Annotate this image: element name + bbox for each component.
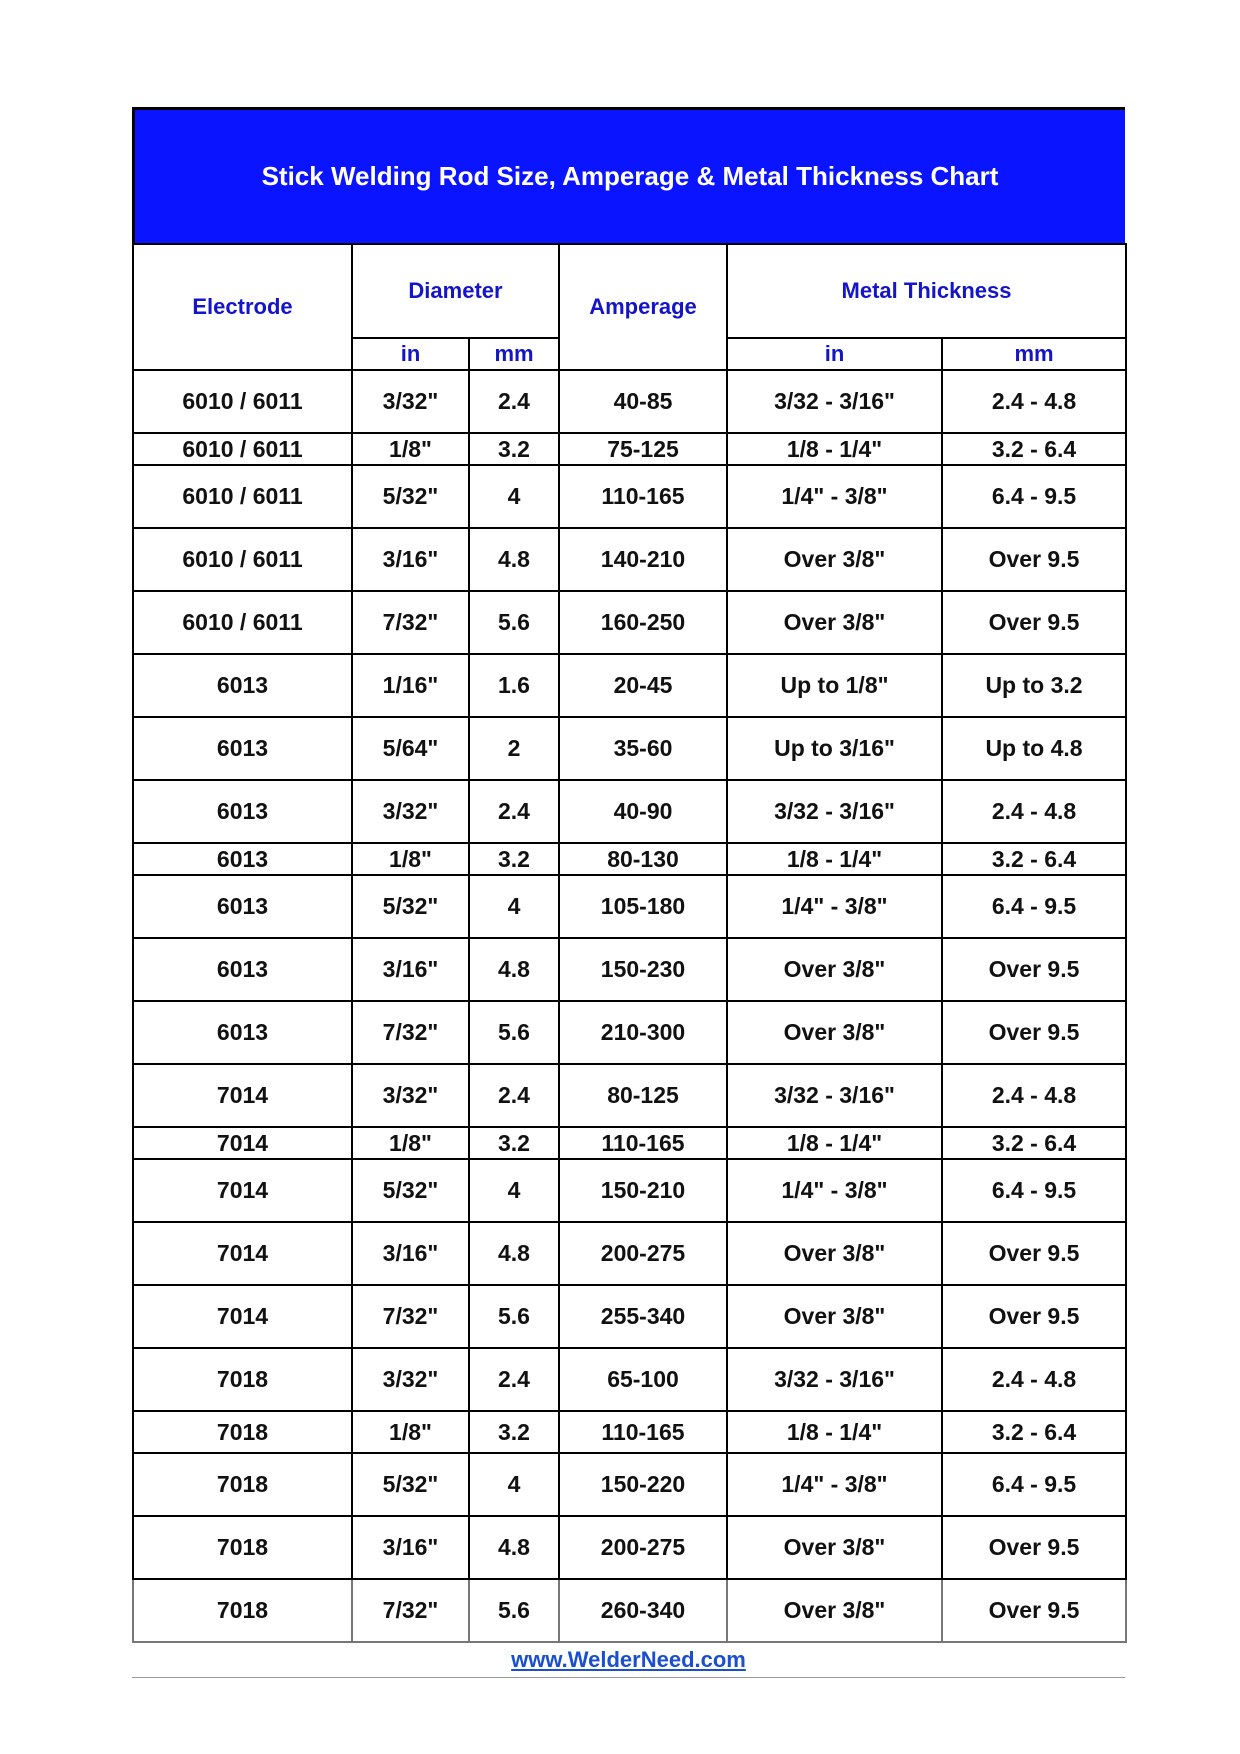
table-row [133, 843, 1126, 875]
cell-amperage: 160-250 [559, 591, 727, 654]
cell-diameter-mm: 4 [469, 1159, 559, 1222]
table-row [133, 370, 1126, 433]
cell-thickness-mm: 3.2 - 6.4 [942, 433, 1126, 465]
cell-electrode: 7018 [133, 1411, 352, 1453]
cell-diameter-in: 3/16" [352, 1516, 469, 1579]
cell-amperage: 255-340 [559, 1285, 727, 1348]
cell-thickness-in: 1/4" - 3/8" [727, 1159, 942, 1222]
cell-thickness-in: 1/8 - 1/4" [727, 843, 942, 875]
title-band [132, 107, 1125, 243]
cell-diameter-in: 3/32" [352, 370, 469, 433]
cell-electrode: 7018 [133, 1348, 352, 1411]
cell-electrode: 7014 [133, 1159, 352, 1222]
cell-amperage: 65-100 [559, 1348, 727, 1411]
header-diameter: Diameter [352, 244, 559, 338]
cell-amperage: 140-210 [559, 528, 727, 591]
cell-thickness-mm: 3.2 - 6.4 [942, 843, 1126, 875]
cell-diameter-mm: 4 [469, 875, 559, 938]
cell-thickness-mm: 2.4 - 4.8 [942, 1064, 1126, 1127]
table-row [133, 1222, 1126, 1285]
header-amperage: Amperage [559, 244, 727, 370]
cell-diameter-in: 5/32" [352, 1453, 469, 1516]
cell-diameter-mm: 5.6 [469, 1001, 559, 1064]
table-row [133, 1579, 1126, 1642]
cell-diameter-in: 7/32" [352, 1285, 469, 1348]
cell-diameter-mm: 5.6 [469, 1579, 559, 1642]
cell-diameter-in: 5/64" [352, 717, 469, 780]
cell-thickness-in: Over 3/8" [727, 1285, 942, 1348]
cell-thickness-in: 3/32 - 3/16" [727, 1064, 942, 1127]
cell-diameter-in: 1/8" [352, 843, 469, 875]
header-thickness-mm: mm [942, 338, 1126, 370]
cell-amperage: 80-130 [559, 843, 727, 875]
cell-thickness-in: Over 3/8" [727, 1222, 942, 1285]
cell-electrode: 7014 [133, 1064, 352, 1127]
cell-amperage: 200-275 [559, 1516, 727, 1579]
cell-electrode: 6010 / 6011 [133, 433, 352, 465]
table-row [133, 938, 1126, 1001]
table-row [133, 1064, 1126, 1127]
cell-thickness-in: 1/4" - 3/8" [727, 465, 942, 528]
cell-thickness-mm: 3.2 - 6.4 [942, 1411, 1126, 1453]
cell-diameter-in: 5/32" [352, 875, 469, 938]
cell-diameter-in: 5/32" [352, 465, 469, 528]
cell-amperage: 80-125 [559, 1064, 727, 1127]
cell-thickness-mm: 6.4 - 9.5 [942, 1159, 1126, 1222]
cell-thickness-in: Over 3/8" [727, 1516, 942, 1579]
cell-diameter-in: 1/8" [352, 1127, 469, 1159]
table-row [133, 717, 1126, 780]
cell-diameter-in: 3/16" [352, 1222, 469, 1285]
cell-amperage: 20-45 [559, 654, 727, 717]
cell-electrode: 6013 [133, 938, 352, 1001]
cell-electrode: 6010 / 6011 [133, 465, 352, 528]
cell-diameter-mm: 4.8 [469, 1516, 559, 1579]
table-row [133, 780, 1126, 843]
cell-electrode: 7014 [133, 1127, 352, 1159]
cell-diameter-in: 1/16" [352, 654, 469, 717]
cell-diameter-in: 3/32" [352, 1348, 469, 1411]
cell-electrode: 7014 [133, 1285, 352, 1348]
cell-diameter-in: 3/32" [352, 780, 469, 843]
cell-diameter-mm: 4.8 [469, 528, 559, 591]
cell-thickness-mm: Up to 4.8 [942, 717, 1126, 780]
cell-amperage: 110-165 [559, 1411, 727, 1453]
cell-electrode: 7014 [133, 1222, 352, 1285]
cell-thickness-mm: 6.4 - 9.5 [942, 465, 1126, 528]
table-row [133, 1453, 1126, 1516]
cell-diameter-mm: 2.4 [469, 1064, 559, 1127]
footer [132, 1643, 1125, 1678]
cell-diameter-in: 1/8" [352, 433, 469, 465]
cell-diameter-in: 7/32" [352, 591, 469, 654]
cell-electrode: 7018 [133, 1516, 352, 1579]
cell-thickness-in: 3/32 - 3/16" [727, 1348, 942, 1411]
cell-thickness-mm: Over 9.5 [942, 528, 1126, 591]
cell-amperage: 40-90 [559, 780, 727, 843]
cell-amperage: 150-220 [559, 1453, 727, 1516]
cell-diameter-in: 7/32" [352, 1001, 469, 1064]
cell-amperage: 110-165 [559, 465, 727, 528]
cell-diameter-in: 3/16" [352, 938, 469, 1001]
table-row [133, 1159, 1126, 1222]
cell-thickness-in: Over 3/8" [727, 1579, 942, 1642]
cell-thickness-in: 1/8 - 1/4" [727, 433, 942, 465]
cell-thickness-mm: 2.4 - 4.8 [942, 1348, 1126, 1411]
cell-thickness-in: Over 3/8" [727, 938, 942, 1001]
header-diameter-mm: mm [469, 338, 559, 370]
cell-diameter-mm: 3.2 [469, 433, 559, 465]
cell-diameter-in: 3/16" [352, 528, 469, 591]
cell-diameter-mm: 4.8 [469, 938, 559, 1001]
table-row [133, 1516, 1126, 1579]
cell-diameter-mm: 4 [469, 1453, 559, 1516]
cell-amperage: 260-340 [559, 1579, 727, 1642]
cell-thickness-in: Over 3/8" [727, 591, 942, 654]
table-row [133, 1411, 1126, 1453]
cell-thickness-mm: Over 9.5 [942, 1285, 1126, 1348]
cell-thickness-mm: Over 9.5 [942, 938, 1126, 1001]
cell-thickness-mm: Over 9.5 [942, 1001, 1126, 1064]
cell-thickness-in: 1/4" - 3/8" [727, 1453, 942, 1516]
cell-thickness-in: Up to 3/16" [727, 717, 942, 780]
cell-electrode: 6010 / 6011 [133, 591, 352, 654]
table-row [133, 528, 1126, 591]
header-metal-thickness: Metal Thickness [727, 244, 1126, 338]
cell-amperage: 40-85 [559, 370, 727, 433]
cell-thickness-in: 3/32 - 3/16" [727, 780, 942, 843]
cell-diameter-in: 7/32" [352, 1579, 469, 1642]
cell-amperage: 210-300 [559, 1001, 727, 1064]
cell-thickness-mm: Over 9.5 [942, 1222, 1126, 1285]
cell-diameter-mm: 2.4 [469, 1348, 559, 1411]
cell-thickness-in: 1/8 - 1/4" [727, 1411, 942, 1453]
cell-amperage: 150-210 [559, 1159, 727, 1222]
table-row [133, 1001, 1126, 1064]
cell-thickness-mm: Up to 3.2 [942, 654, 1126, 717]
website-link[interactable]: www.WelderNeed.com [511, 1647, 746, 1672]
cell-diameter-mm: 2 [469, 717, 559, 780]
cell-amperage: 200-275 [559, 1222, 727, 1285]
cell-amperage: 150-230 [559, 938, 727, 1001]
cell-diameter-mm: 3.2 [469, 1127, 559, 1159]
cell-thickness-mm: 6.4 - 9.5 [942, 1453, 1126, 1516]
cell-electrode: 6013 [133, 717, 352, 780]
header-row-top [133, 244, 1126, 338]
cell-diameter-mm: 4 [469, 465, 559, 528]
cell-electrode: 6013 [133, 875, 352, 938]
cell-electrode: 6010 / 6011 [133, 528, 352, 591]
cell-electrode: 6013 [133, 843, 352, 875]
cell-diameter-in: 1/8" [352, 1411, 469, 1453]
table-row [133, 1348, 1126, 1411]
cell-diameter-mm: 5.6 [469, 1285, 559, 1348]
cell-thickness-mm: 2.4 - 4.8 [942, 780, 1126, 843]
header-diameter-in: in [352, 338, 469, 370]
cell-diameter-mm: 2.4 [469, 370, 559, 433]
cell-diameter-mm: 3.2 [469, 843, 559, 875]
cell-thickness-mm: 6.4 - 9.5 [942, 875, 1126, 938]
cell-diameter-mm: 2.4 [469, 780, 559, 843]
cell-amperage: 35-60 [559, 717, 727, 780]
welding-rod-table [132, 243, 1127, 1643]
cell-thickness-in: Over 3/8" [727, 1001, 942, 1064]
cell-thickness-in: 1/8 - 1/4" [727, 1127, 942, 1159]
cell-thickness-in: 1/4" - 3/8" [727, 875, 942, 938]
table-row [133, 591, 1126, 654]
cell-amperage: 75-125 [559, 433, 727, 465]
table-row [133, 1127, 1126, 1159]
cell-diameter-mm: 1.6 [469, 654, 559, 717]
cell-thickness-mm: Over 9.5 [942, 1579, 1126, 1642]
header-electrode: Electrode [133, 244, 352, 370]
cell-diameter-mm: 4.8 [469, 1222, 559, 1285]
cell-electrode: 6013 [133, 654, 352, 717]
table-row [133, 465, 1126, 528]
table-row [133, 1285, 1126, 1348]
chart-title: Stick Welding Rod Size, Amperage & Metal Thickness Chart [261, 161, 999, 191]
cell-thickness-in: 3/32 - 3/16" [727, 370, 942, 433]
cell-thickness-in: Up to 1/8" [727, 654, 942, 717]
cell-electrode: 7018 [133, 1453, 352, 1516]
header-thickness-in: in [727, 338, 942, 370]
table-row [133, 433, 1126, 465]
cell-electrode: 7018 [133, 1579, 352, 1642]
cell-thickness-in: Over 3/8" [727, 528, 942, 591]
cell-electrode: 6013 [133, 1001, 352, 1064]
cell-thickness-mm: Over 9.5 [942, 1516, 1126, 1579]
cell-thickness-mm: 3.2 - 6.4 [942, 1127, 1126, 1159]
cell-diameter-mm: 3.2 [469, 1411, 559, 1453]
cell-diameter-mm: 5.6 [469, 591, 559, 654]
cell-electrode: 6013 [133, 780, 352, 843]
cell-electrode: 6010 / 6011 [133, 370, 352, 433]
cell-amperage: 110-165 [559, 1127, 727, 1159]
table-row [133, 654, 1126, 717]
cell-diameter-in: 3/32" [352, 1064, 469, 1127]
table-row [133, 875, 1126, 938]
cell-amperage: 105-180 [559, 875, 727, 938]
chart-sheet [132, 107, 1125, 1678]
cell-thickness-mm: 2.4 - 4.8 [942, 370, 1126, 433]
cell-thickness-mm: Over 9.5 [942, 591, 1126, 654]
cell-diameter-in: 5/32" [352, 1159, 469, 1222]
